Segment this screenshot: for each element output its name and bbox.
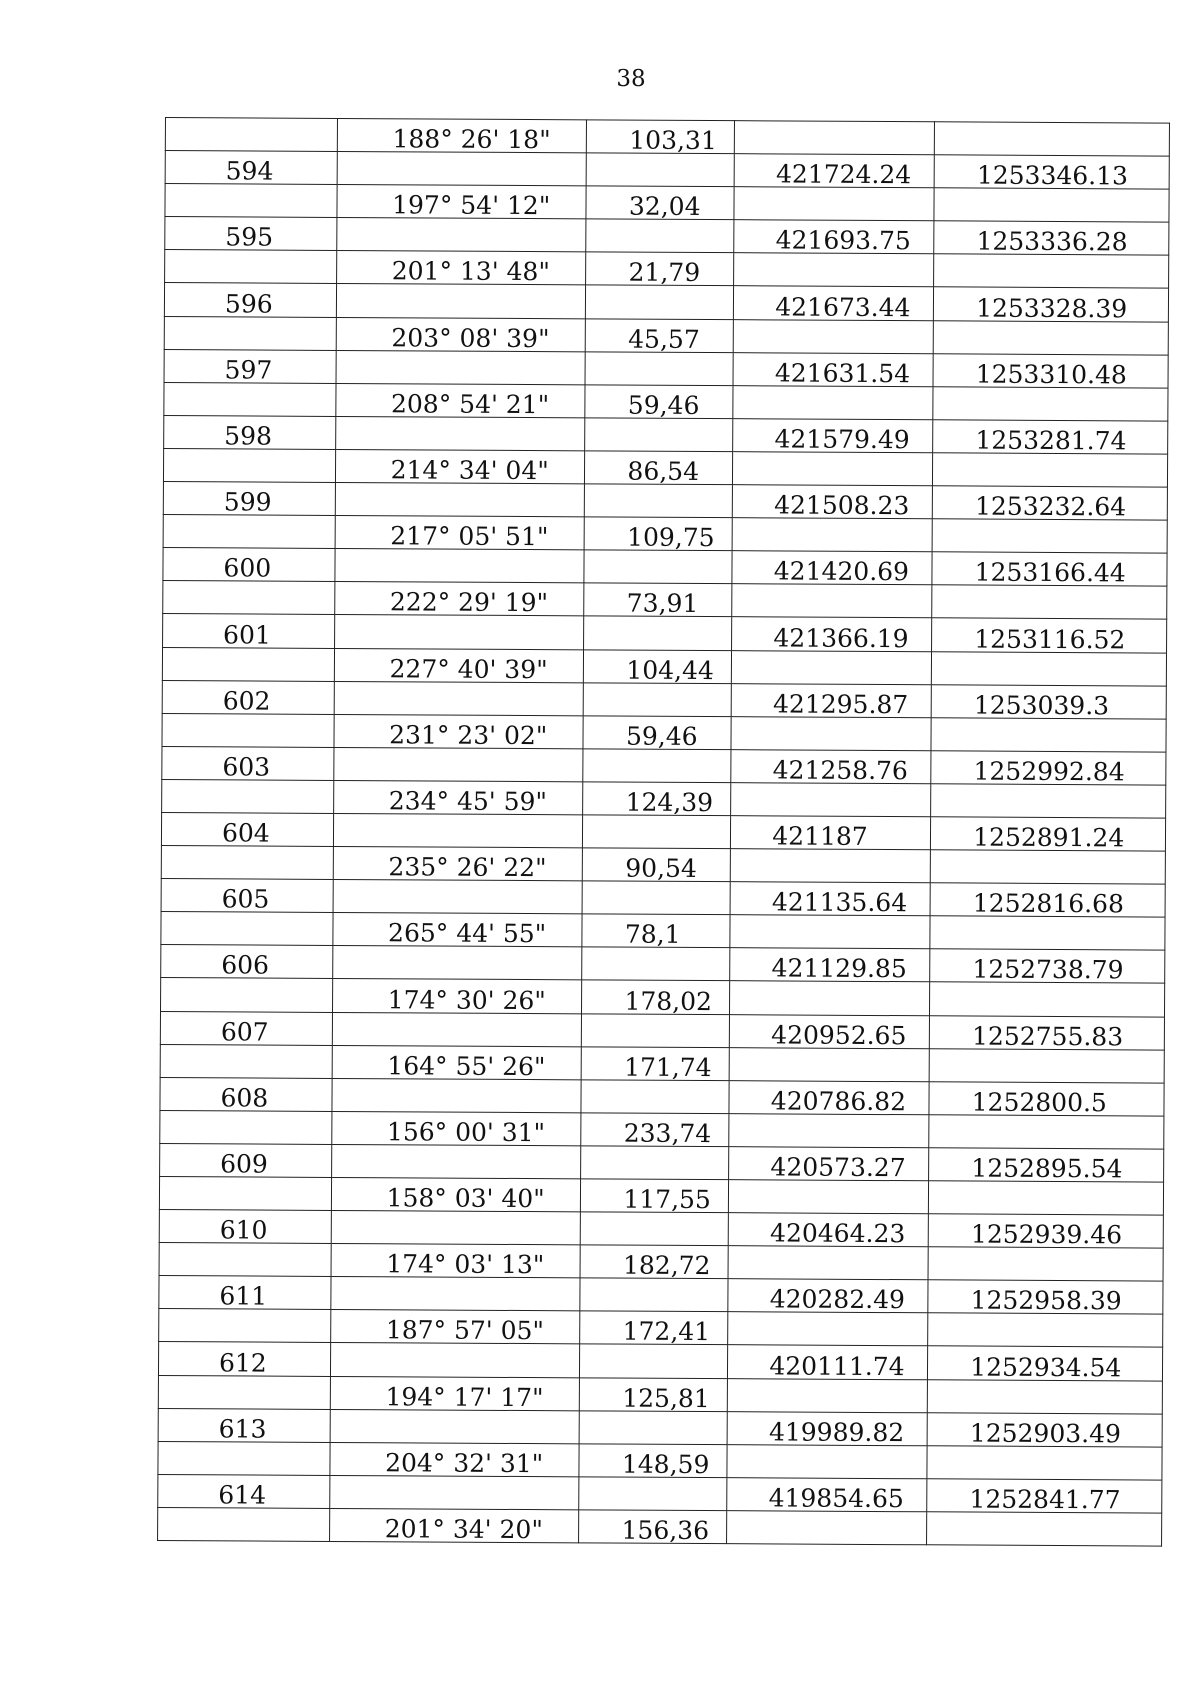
x-coordinate-cell bbox=[728, 1246, 928, 1280]
x-coordinate-cell: 420282.49 bbox=[728, 1279, 928, 1313]
point-number-cell bbox=[160, 1044, 332, 1078]
distance-cell bbox=[582, 1013, 730, 1047]
point-number-cell: 607 bbox=[160, 1011, 332, 1045]
point-number-cell: 614 bbox=[158, 1474, 330, 1508]
distance-cell bbox=[583, 815, 731, 849]
direction-angle-cell: 227° 40' 39" bbox=[334, 648, 584, 682]
distance-cell bbox=[586, 285, 734, 319]
page-number: 38 bbox=[616, 66, 646, 92]
direction-angle-cell: 234° 45' 59" bbox=[333, 780, 583, 814]
y-coordinate-cell: 1252939.46 bbox=[928, 1214, 1163, 1248]
distance-cell bbox=[582, 881, 730, 915]
direction-angle-cell: 208° 54' 21" bbox=[335, 383, 585, 417]
direction-angle-cell: 201° 34' 20" bbox=[329, 1508, 579, 1542]
direction-angle-cell bbox=[330, 1409, 580, 1443]
point-number-cell: 596 bbox=[164, 283, 336, 317]
point-row bbox=[164, 349, 1168, 388]
x-coordinate-cell bbox=[727, 1444, 927, 1478]
y-coordinate-cell: 1253346.13 bbox=[934, 155, 1169, 189]
x-coordinate-cell: 421724.24 bbox=[734, 154, 934, 188]
x-coordinate-cell bbox=[734, 319, 934, 353]
x-coordinate-cell bbox=[732, 584, 932, 618]
distance-cell: 124,39 bbox=[583, 782, 731, 816]
distance-cell: 178,02 bbox=[582, 980, 730, 1014]
y-coordinate-cell: 1252816.68 bbox=[930, 883, 1165, 917]
distance-cell bbox=[580, 1278, 728, 1312]
direction-angle-cell bbox=[335, 416, 585, 450]
point-number-cell bbox=[158, 1507, 330, 1541]
direction-angle-cell: 203° 08' 39" bbox=[336, 317, 586, 351]
distance-cell bbox=[585, 352, 733, 386]
point-row bbox=[161, 879, 1165, 918]
y-coordinate-cell bbox=[930, 850, 1165, 884]
direction-angle-cell: 265° 44' 55" bbox=[333, 913, 583, 947]
direction-angle-cell: 197° 54' 12" bbox=[337, 185, 587, 219]
x-coordinate-cell bbox=[735, 121, 935, 155]
y-coordinate-cell bbox=[933, 453, 1168, 487]
distance-cell: 125,81 bbox=[580, 1377, 728, 1411]
point-row bbox=[158, 1474, 1162, 1513]
y-coordinate-cell: 1252934.54 bbox=[928, 1346, 1163, 1380]
x-coordinate-cell: 421673.44 bbox=[734, 286, 934, 320]
y-coordinate-cell: 1253310.48 bbox=[933, 353, 1168, 387]
y-coordinate-cell bbox=[932, 651, 1167, 685]
y-coordinate-cell: 1253336.28 bbox=[934, 221, 1169, 255]
y-coordinate-cell: 1252895.54 bbox=[929, 1148, 1164, 1182]
direction-angle-cell bbox=[334, 681, 584, 715]
x-coordinate-cell: 420573.27 bbox=[729, 1147, 929, 1181]
point-number-cell bbox=[163, 448, 335, 482]
point-number-cell bbox=[159, 1243, 331, 1277]
direction-angle-cell bbox=[329, 1475, 579, 1509]
direction-angle-cell bbox=[333, 813, 583, 847]
x-coordinate-cell bbox=[729, 1047, 929, 1081]
point-row bbox=[165, 217, 1169, 256]
direction-angle-cell: 201° 13' 48" bbox=[336, 251, 586, 285]
point-number-cell bbox=[161, 978, 333, 1012]
point-row bbox=[161, 812, 1165, 851]
x-coordinate-cell: 420464.23 bbox=[729, 1213, 929, 1247]
x-coordinate-cell: 420952.65 bbox=[730, 1014, 930, 1048]
distance-cell: 73,91 bbox=[584, 583, 732, 617]
distance-cell bbox=[584, 616, 732, 650]
direction-angle-cell: 156° 00' 31" bbox=[331, 1111, 581, 1145]
coordinates-table bbox=[157, 117, 1170, 1547]
distance-cell: 156,36 bbox=[579, 1510, 727, 1544]
point-number-cell: 602 bbox=[162, 680, 334, 714]
segment-row bbox=[165, 118, 1169, 157]
distance-cell: 45,57 bbox=[586, 318, 734, 352]
direction-angle-cell bbox=[332, 946, 582, 980]
y-coordinate-cell: 1253328.39 bbox=[934, 287, 1169, 321]
point-number-cell bbox=[165, 250, 337, 284]
point-number-cell bbox=[165, 118, 337, 152]
distance-cell bbox=[585, 418, 733, 452]
point-row bbox=[159, 1210, 1163, 1249]
x-coordinate-cell bbox=[731, 716, 931, 750]
y-coordinate-cell bbox=[929, 1048, 1164, 1082]
distance-cell bbox=[582, 947, 730, 981]
point-number-cell: 600 bbox=[163, 548, 335, 582]
direction-angle-cell bbox=[336, 218, 586, 252]
x-coordinate-cell bbox=[729, 1113, 929, 1147]
distance-cell: 32,04 bbox=[586, 186, 734, 220]
point-number-cell bbox=[164, 382, 336, 416]
point-number-cell bbox=[159, 1309, 331, 1343]
direction-angle-cell: 174° 03' 13" bbox=[331, 1244, 581, 1278]
point-number-cell: 601 bbox=[163, 614, 335, 648]
y-coordinate-cell: 1253166.44 bbox=[932, 552, 1167, 586]
y-coordinate-cell: 1252738.79 bbox=[930, 949, 1165, 983]
point-number-cell: 604 bbox=[161, 812, 333, 846]
y-coordinate-cell bbox=[931, 717, 1166, 751]
x-coordinate-cell: 421420.69 bbox=[732, 551, 932, 585]
x-coordinate-cell: 421631.54 bbox=[733, 352, 933, 386]
x-coordinate-cell: 420111.74 bbox=[728, 1345, 928, 1379]
point-number-cell: 595 bbox=[165, 217, 337, 251]
distance-cell: 59,46 bbox=[585, 385, 733, 419]
x-coordinate-cell: 420786.82 bbox=[729, 1080, 929, 1114]
y-coordinate-cell bbox=[934, 122, 1169, 156]
distance-cell: 148,59 bbox=[579, 1444, 727, 1478]
x-coordinate-cell bbox=[728, 1378, 928, 1412]
direction-angle-cell: 187° 57' 05" bbox=[330, 1310, 580, 1344]
y-coordinate-cell bbox=[929, 1181, 1164, 1215]
x-coordinate-cell bbox=[728, 1312, 928, 1346]
y-coordinate-cell: 1253232.64 bbox=[932, 486, 1167, 520]
point-row bbox=[160, 1011, 1164, 1050]
point-number-cell: 594 bbox=[165, 151, 337, 185]
direction-angle-cell: 217° 05' 51" bbox=[335, 516, 585, 550]
x-coordinate-cell bbox=[733, 452, 933, 486]
distance-cell: 59,46 bbox=[583, 716, 731, 750]
distance-cell bbox=[580, 1344, 728, 1378]
y-coordinate-cell: 1252755.83 bbox=[929, 1015, 1164, 1049]
distance-cell: 104,44 bbox=[584, 649, 732, 683]
distance-cell bbox=[581, 1146, 729, 1180]
point-number-cell bbox=[164, 316, 336, 350]
distance-cell: 172,41 bbox=[580, 1311, 728, 1345]
x-coordinate-cell bbox=[730, 915, 930, 949]
direction-angle-cell bbox=[333, 747, 583, 781]
point-row bbox=[161, 945, 1165, 984]
y-coordinate-cell bbox=[928, 1313, 1163, 1347]
point-number-cell: 608 bbox=[160, 1077, 332, 1111]
point-number-cell: 610 bbox=[159, 1210, 331, 1244]
distance-cell: 182,72 bbox=[580, 1245, 728, 1279]
distance-cell: 117,55 bbox=[581, 1179, 729, 1213]
point-row bbox=[158, 1342, 1162, 1381]
distance-cell bbox=[581, 1212, 729, 1246]
point-row bbox=[160, 1143, 1164, 1182]
point-row bbox=[163, 614, 1167, 653]
y-coordinate-cell bbox=[934, 254, 1169, 288]
point-number-cell bbox=[162, 779, 334, 813]
y-coordinate-cell: 1252800.5 bbox=[929, 1082, 1164, 1116]
point-row bbox=[162, 680, 1166, 719]
direction-angle-cell bbox=[337, 152, 587, 186]
y-coordinate-cell bbox=[933, 387, 1168, 421]
direction-angle-cell bbox=[332, 1078, 582, 1112]
x-coordinate-cell: 421295.87 bbox=[731, 683, 931, 717]
direction-angle-cell bbox=[331, 1211, 581, 1245]
y-coordinate-cell bbox=[932, 519, 1167, 553]
point-number-cell: 606 bbox=[161, 945, 333, 979]
direction-angle-cell: 164° 55' 26" bbox=[332, 1045, 582, 1079]
x-coordinate-cell bbox=[732, 518, 932, 552]
direction-angle-cell bbox=[336, 350, 586, 384]
x-coordinate-cell bbox=[730, 981, 930, 1015]
y-coordinate-cell: 1252841.77 bbox=[927, 1479, 1162, 1513]
y-coordinate-cell bbox=[931, 784, 1166, 818]
point-row bbox=[163, 482, 1167, 521]
x-coordinate-cell: 419989.82 bbox=[727, 1411, 927, 1445]
distance-cell bbox=[587, 153, 735, 187]
direction-angle-cell: 158° 03' 40" bbox=[331, 1177, 581, 1211]
point-row bbox=[165, 151, 1169, 190]
y-coordinate-cell bbox=[929, 1115, 1164, 1149]
y-coordinate-cell bbox=[934, 188, 1169, 222]
direction-angle-cell bbox=[333, 880, 583, 914]
distance-cell bbox=[585, 484, 733, 518]
direction-angle-cell bbox=[335, 482, 585, 516]
y-coordinate-cell: 1252903.49 bbox=[927, 1412, 1162, 1446]
point-number-cell: 609 bbox=[160, 1143, 332, 1177]
direction-angle-cell bbox=[334, 615, 584, 649]
direction-angle-cell bbox=[336, 284, 586, 318]
y-coordinate-cell: 1252958.39 bbox=[928, 1280, 1163, 1314]
x-coordinate-cell: 421508.23 bbox=[733, 485, 933, 519]
point-number-cell bbox=[162, 647, 334, 681]
point-row bbox=[160, 1077, 1164, 1116]
direction-angle-cell: 194° 17' 17" bbox=[330, 1376, 580, 1410]
x-coordinate-cell bbox=[727, 1511, 927, 1545]
point-row bbox=[163, 548, 1167, 587]
point-number-cell bbox=[158, 1441, 330, 1475]
point-number-cell bbox=[161, 846, 333, 880]
y-coordinate-cell bbox=[927, 1512, 1162, 1546]
x-coordinate-cell: 421366.19 bbox=[732, 617, 932, 651]
y-coordinate-cell: 1253116.52 bbox=[932, 618, 1167, 652]
x-coordinate-cell bbox=[734, 253, 934, 287]
y-coordinate-cell: 1252992.84 bbox=[931, 751, 1166, 785]
distance-cell bbox=[580, 1410, 728, 1444]
x-coordinate-cell bbox=[733, 385, 933, 419]
direction-angle-cell bbox=[332, 1012, 582, 1046]
y-coordinate-cell bbox=[930, 916, 1165, 950]
point-number-cell bbox=[158, 1375, 330, 1409]
distance-cell bbox=[581, 1080, 729, 1114]
y-coordinate-cell bbox=[933, 320, 1168, 354]
distance-cell: 90,54 bbox=[583, 848, 731, 882]
x-coordinate-cell: 421135.64 bbox=[730, 882, 930, 916]
distance-cell: 233,74 bbox=[581, 1113, 729, 1147]
distance-cell: 78,1 bbox=[582, 914, 730, 948]
x-coordinate-cell bbox=[729, 1180, 929, 1214]
distance-cell bbox=[583, 749, 731, 783]
point-number-cell: 613 bbox=[158, 1408, 330, 1442]
point-row bbox=[164, 283, 1168, 322]
point-number-cell bbox=[163, 581, 335, 615]
x-coordinate-cell: 421129.85 bbox=[730, 948, 930, 982]
point-number-cell bbox=[162, 713, 334, 747]
x-coordinate-cell bbox=[734, 187, 934, 221]
direction-angle-cell: 222° 29' 19" bbox=[334, 582, 584, 616]
distance-cell: 171,74 bbox=[582, 1046, 730, 1080]
x-coordinate-cell: 421187 bbox=[731, 816, 931, 850]
point-row bbox=[158, 1408, 1162, 1447]
x-coordinate-cell: 421258.76 bbox=[731, 749, 931, 783]
distance-cell: 86,54 bbox=[585, 451, 733, 485]
x-coordinate-cell bbox=[731, 849, 931, 883]
distance-cell bbox=[586, 219, 734, 253]
point-number-cell bbox=[159, 1176, 331, 1210]
y-coordinate-cell bbox=[927, 1446, 1162, 1480]
distance-cell: 109,75 bbox=[585, 517, 733, 551]
point-number-cell: 612 bbox=[158, 1342, 330, 1376]
x-coordinate-cell bbox=[732, 650, 932, 684]
direction-angle-cell: 214° 34' 04" bbox=[335, 449, 585, 483]
x-coordinate-cell: 421693.75 bbox=[734, 220, 934, 254]
direction-angle-cell bbox=[330, 1343, 580, 1377]
point-number-cell bbox=[165, 184, 337, 218]
direction-angle-cell: 235° 26' 22" bbox=[333, 847, 583, 881]
point-number-cell bbox=[161, 912, 333, 946]
point-number-cell: 599 bbox=[163, 482, 335, 516]
distance-cell: 21,79 bbox=[586, 252, 734, 286]
x-coordinate-cell bbox=[731, 783, 931, 817]
point-number-cell bbox=[160, 1110, 332, 1144]
y-coordinate-cell: 1252891.24 bbox=[931, 817, 1166, 851]
point-row bbox=[164, 415, 1168, 454]
direction-angle-cell bbox=[335, 549, 585, 583]
y-coordinate-cell: 1253039.3 bbox=[931, 684, 1166, 718]
distance-cell bbox=[584, 682, 732, 716]
point-number-cell bbox=[163, 515, 335, 549]
point-number-cell: 611 bbox=[159, 1276, 331, 1310]
point-row bbox=[162, 746, 1166, 785]
y-coordinate-cell bbox=[928, 1247, 1163, 1281]
direction-angle-cell: 188° 26' 18" bbox=[337, 118, 587, 152]
direction-angle-cell bbox=[331, 1144, 581, 1178]
distance-cell bbox=[584, 550, 732, 584]
direction-angle-cell: 204° 32' 31" bbox=[330, 1442, 580, 1476]
y-coordinate-cell bbox=[927, 1379, 1162, 1413]
point-number-cell: 605 bbox=[161, 879, 333, 913]
distance-cell bbox=[579, 1477, 727, 1511]
point-number-cell: 598 bbox=[164, 415, 336, 449]
x-coordinate-cell: 419854.65 bbox=[727, 1478, 927, 1512]
direction-angle-cell: 174° 30' 26" bbox=[332, 979, 582, 1013]
coordinates-table-body bbox=[158, 118, 1170, 1547]
direction-angle-cell bbox=[330, 1277, 580, 1311]
y-coordinate-cell bbox=[930, 982, 1165, 1016]
distance-cell: 103,31 bbox=[587, 120, 735, 154]
x-coordinate-cell: 421579.49 bbox=[733, 419, 933, 453]
y-coordinate-cell: 1253281.74 bbox=[933, 420, 1168, 454]
direction-angle-cell: 231° 23' 02" bbox=[334, 714, 584, 748]
point-number-cell: 603 bbox=[162, 746, 334, 780]
point-number-cell: 597 bbox=[164, 349, 336, 383]
point-row bbox=[159, 1276, 1163, 1315]
y-coordinate-cell bbox=[932, 585, 1167, 619]
